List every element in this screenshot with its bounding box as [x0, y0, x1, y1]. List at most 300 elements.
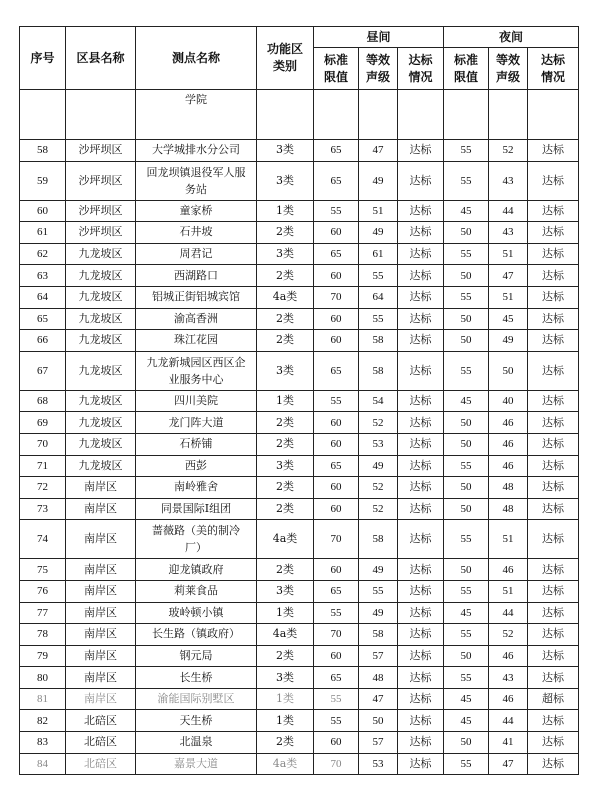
seq-cell: 58 — [20, 140, 66, 162]
func-zone-cell: 3类 — [257, 455, 314, 477]
night-standard-cell: 55 — [444, 161, 489, 200]
day-standard-cell: 55 — [314, 200, 359, 222]
day-status-cell: 达标 — [398, 645, 444, 667]
night-standard-cell: 50 — [444, 412, 489, 434]
night-standard-cell: 55 — [444, 667, 489, 689]
day-status-cell: 达标 — [398, 222, 444, 244]
func-zone-cell: 4a类 — [257, 624, 314, 646]
night-leq-cell: 43 — [489, 222, 528, 244]
seq-cell: 79 — [20, 645, 66, 667]
night-leq-cell: 52 — [489, 140, 528, 162]
func-zone-cell: 2类 — [257, 559, 314, 581]
night-standard-cell: 50 — [444, 477, 489, 499]
seq-cell: 61 — [20, 222, 66, 244]
day-status-cell: 达标 — [398, 200, 444, 222]
site-cell: 玻岭顿小镇 — [136, 602, 257, 624]
night-standard-cell: 55 — [444, 753, 489, 775]
district-cell: 北碚区 — [66, 732, 136, 754]
night-standard-cell: 55 — [444, 286, 489, 308]
night-leq-cell: 41 — [489, 732, 528, 754]
site-cell: 石井坡 — [136, 222, 257, 244]
table-row — [20, 753, 579, 775]
seq-cell: 65 — [20, 308, 66, 330]
night-leq-cell: 49 — [489, 330, 528, 352]
night-standard-cell: 45 — [444, 602, 489, 624]
day-leq-cell: 52 — [359, 498, 398, 520]
night-standard-cell: 45 — [444, 710, 489, 732]
table-row — [20, 559, 579, 581]
district-cell: 九龙坡区 — [66, 412, 136, 434]
header-night-leq: 等效声级 — [489, 48, 528, 90]
day-standard-cell: 60 — [314, 477, 359, 499]
district-cell: 南岸区 — [66, 624, 136, 646]
func-zone-cell: 3类 — [257, 161, 314, 200]
seq-cell: 69 — [20, 412, 66, 434]
district-cell: 沙坪坝区 — [66, 161, 136, 200]
seq-cell: 67 — [20, 351, 66, 390]
seq-cell: 76 — [20, 580, 66, 602]
seq-cell: 60 — [20, 200, 66, 222]
night-leq-cell: 46 — [489, 645, 528, 667]
day-status-cell: 达标 — [398, 308, 444, 330]
func-zone-cell: 2类 — [257, 330, 314, 352]
day-status-cell: 达标 — [398, 667, 444, 689]
day-status-cell: 达标 — [398, 688, 444, 710]
night-status-cell: 达标 — [528, 580, 579, 602]
day-leq-cell: 49 — [359, 602, 398, 624]
day-status-cell: 达标 — [398, 559, 444, 581]
table-row — [20, 351, 579, 390]
night-status-cell: 达标 — [528, 645, 579, 667]
day-status-cell: 达标 — [398, 412, 444, 434]
seq-cell: 72 — [20, 477, 66, 499]
night-status-cell: 达标 — [528, 433, 579, 455]
site-cell: 蔷薇路（美的制冷厂） — [136, 520, 257, 559]
day-status-cell: 达标 — [398, 161, 444, 200]
district-cell: 九龙坡区 — [66, 455, 136, 477]
site-cell: 铝城正街铝城宾馆 — [136, 286, 257, 308]
night-standard-cell: 45 — [444, 200, 489, 222]
continuation-row — [20, 90, 579, 140]
seq-cell: 62 — [20, 243, 66, 265]
night-leq-cell: 46 — [489, 688, 528, 710]
day-standard-cell: 65 — [314, 667, 359, 689]
site-cell: 嘉景大道 — [136, 753, 257, 775]
func-zone-cell: 1类 — [257, 390, 314, 412]
district-cell: 南岸区 — [66, 602, 136, 624]
header-daytime: 昼间 — [314, 27, 444, 48]
night-standard-cell: 55 — [444, 520, 489, 559]
night-status-cell: 达标 — [528, 732, 579, 754]
func-zone-cell: 2类 — [257, 498, 314, 520]
night-status-cell: 达标 — [528, 200, 579, 222]
day-standard-cell: 60 — [314, 308, 359, 330]
table-row — [20, 645, 579, 667]
district-cell: 九龙坡区 — [66, 308, 136, 330]
day-leq-cell: 49 — [359, 161, 398, 200]
night-leq-cell: 43 — [489, 161, 528, 200]
night-status-cell: 达标 — [528, 559, 579, 581]
day-standard-cell: 70 — [314, 286, 359, 308]
district-cell: 南岸区 — [66, 498, 136, 520]
day-leq-cell: 64 — [359, 286, 398, 308]
day-standard-cell: 65 — [314, 140, 359, 162]
site-cell: 周君记 — [136, 243, 257, 265]
day-leq-cell: 50 — [359, 710, 398, 732]
func-zone-cell: 2类 — [257, 477, 314, 499]
day-status-cell: 达标 — [398, 498, 444, 520]
site-cell: 四川美院 — [136, 390, 257, 412]
seq-cell: 59 — [20, 161, 66, 200]
district-cell: 沙坪坝区 — [66, 140, 136, 162]
site-cell: 长生桥 — [136, 667, 257, 689]
table-row — [20, 624, 579, 646]
day-leq-cell: 57 — [359, 732, 398, 754]
night-status-cell: 达标 — [528, 140, 579, 162]
night-standard-cell: 45 — [444, 688, 489, 710]
night-standard-cell: 55 — [444, 243, 489, 265]
night-standard-cell: 50 — [444, 265, 489, 287]
night-standard-cell: 50 — [444, 433, 489, 455]
func-zone-cell: 1类 — [257, 688, 314, 710]
func-zone-cell: 2类 — [257, 308, 314, 330]
day-leq-cell: 58 — [359, 351, 398, 390]
day-standard-cell: 60 — [314, 412, 359, 434]
district-cell: 沙坪坝区 — [66, 222, 136, 244]
site-cell: 渝能国际别墅区 — [136, 688, 257, 710]
night-status-cell: 达标 — [528, 161, 579, 200]
table-row — [20, 243, 579, 265]
night-leq-cell: 46 — [489, 412, 528, 434]
day-status-cell: 达标 — [398, 477, 444, 499]
site-cell: 九龙新城园区西区企业服务中心 — [136, 351, 257, 390]
day-status-cell: 达标 — [398, 520, 444, 559]
district-cell: 九龙坡区 — [66, 433, 136, 455]
table-row — [20, 580, 579, 602]
district-cell: 南岸区 — [66, 520, 136, 559]
night-standard-cell: 45 — [444, 390, 489, 412]
func-zone-cell: 2类 — [257, 732, 314, 754]
seq-cell: 82 — [20, 710, 66, 732]
night-standard-cell: 50 — [444, 732, 489, 754]
day-leq-cell: 52 — [359, 412, 398, 434]
seq-cell: 80 — [20, 667, 66, 689]
day-leq-cell: 48 — [359, 667, 398, 689]
day-standard-cell: 60 — [314, 559, 359, 581]
table-row — [20, 222, 579, 244]
night-leq-cell: 46 — [489, 559, 528, 581]
table-row — [20, 161, 579, 200]
header-seq: 序号 — [20, 27, 66, 90]
site-cell: 莉莱食品 — [136, 580, 257, 602]
table-row — [20, 390, 579, 412]
day-standard-cell: 65 — [314, 161, 359, 200]
night-standard-cell: 55 — [444, 351, 489, 390]
night-status-cell: 达标 — [528, 308, 579, 330]
night-status-cell: 达标 — [528, 351, 579, 390]
day-standard-cell: 65 — [314, 580, 359, 602]
day-leq-cell: 58 — [359, 520, 398, 559]
table-row — [20, 140, 579, 162]
night-standard-cell: 50 — [444, 645, 489, 667]
day-leq-cell: 49 — [359, 559, 398, 581]
district-cell: 南岸区 — [66, 688, 136, 710]
night-status-cell: 达标 — [528, 330, 579, 352]
day-leq-cell: 47 — [359, 140, 398, 162]
seq-cell: 66 — [20, 330, 66, 352]
night-standard-cell: 50 — [444, 498, 489, 520]
day-leq-cell: 52 — [359, 477, 398, 499]
continuation-site-text: 学院 — [136, 90, 257, 140]
table-row — [20, 200, 579, 222]
night-status-cell: 达标 — [528, 477, 579, 499]
night-leq-cell: 44 — [489, 200, 528, 222]
day-standard-cell: 55 — [314, 390, 359, 412]
day-leq-cell: 58 — [359, 624, 398, 646]
func-zone-cell: 2类 — [257, 265, 314, 287]
day-standard-cell: 70 — [314, 753, 359, 775]
day-leq-cell: 49 — [359, 222, 398, 244]
site-cell: 龙门阵大道 — [136, 412, 257, 434]
site-cell: 西湖路口 — [136, 265, 257, 287]
district-cell: 南岸区 — [66, 580, 136, 602]
day-leq-cell: 53 — [359, 753, 398, 775]
day-leq-cell: 54 — [359, 390, 398, 412]
night-status-cell: 达标 — [528, 286, 579, 308]
night-leq-cell: 45 — [489, 308, 528, 330]
day-standard-cell: 60 — [314, 222, 359, 244]
header-day-standard: 标准限值 — [314, 48, 359, 90]
func-zone-cell: 3类 — [257, 667, 314, 689]
day-leq-cell: 51 — [359, 200, 398, 222]
day-status-cell: 达标 — [398, 243, 444, 265]
header-function-zone: 功能区类别 — [257, 27, 314, 90]
site-cell: 长生路（镇政府） — [136, 624, 257, 646]
day-status-cell: 达标 — [398, 602, 444, 624]
district-cell: 北碚区 — [66, 710, 136, 732]
night-status-cell: 达标 — [528, 243, 579, 265]
night-standard-cell: 55 — [444, 624, 489, 646]
table-row — [20, 265, 579, 287]
header-day-leq: 等效声级 — [359, 48, 398, 90]
night-status-cell: 达标 — [528, 390, 579, 412]
night-status-cell: 达标 — [528, 602, 579, 624]
day-status-cell: 达标 — [398, 455, 444, 477]
day-status-cell: 达标 — [398, 710, 444, 732]
day-standard-cell: 70 — [314, 624, 359, 646]
district-cell: 南岸区 — [66, 645, 136, 667]
day-status-cell: 达标 — [398, 753, 444, 775]
table-row — [20, 433, 579, 455]
table-row — [20, 477, 579, 499]
seq-cell: 83 — [20, 732, 66, 754]
day-status-cell: 达标 — [398, 286, 444, 308]
day-leq-cell: 61 — [359, 243, 398, 265]
seq-cell: 84 — [20, 753, 66, 775]
district-cell: 沙坪坝区 — [66, 200, 136, 222]
site-cell: 北温泉 — [136, 732, 257, 754]
district-cell: 九龙坡区 — [66, 265, 136, 287]
day-standard-cell: 65 — [314, 243, 359, 265]
func-zone-cell: 4a类 — [257, 753, 314, 775]
district-cell: 九龙坡区 — [66, 351, 136, 390]
func-zone-cell: 3类 — [257, 140, 314, 162]
seq-cell: 78 — [20, 624, 66, 646]
noise-monitoring-table — [19, 26, 579, 775]
night-leq-cell: 50 — [489, 351, 528, 390]
seq-cell: 71 — [20, 455, 66, 477]
day-status-cell: 达标 — [398, 580, 444, 602]
site-cell: 南岭雅舍 — [136, 477, 257, 499]
night-status-cell: 达标 — [528, 412, 579, 434]
district-cell: 南岸区 — [66, 559, 136, 581]
func-zone-cell: 4a类 — [257, 520, 314, 559]
district-cell: 九龙坡区 — [66, 286, 136, 308]
day-standard-cell: 60 — [314, 732, 359, 754]
night-leq-cell: 43 — [489, 667, 528, 689]
table-row — [20, 667, 579, 689]
night-leq-cell: 47 — [489, 265, 528, 287]
day-leq-cell: 55 — [359, 580, 398, 602]
night-status-cell: 达标 — [528, 222, 579, 244]
night-leq-cell: 48 — [489, 498, 528, 520]
night-leq-cell: 40 — [489, 390, 528, 412]
seq-cell: 77 — [20, 602, 66, 624]
header-night-standard: 标准限值 — [444, 48, 489, 90]
district-cell: 九龙坡区 — [66, 243, 136, 265]
seq-cell: 75 — [20, 559, 66, 581]
func-zone-cell: 2类 — [257, 222, 314, 244]
night-standard-cell: 55 — [444, 580, 489, 602]
site-cell: 西彭 — [136, 455, 257, 477]
seq-cell: 63 — [20, 265, 66, 287]
site-cell: 迎龙镇政府 — [136, 559, 257, 581]
header-district: 区县名称 — [66, 27, 136, 90]
day-standard-cell: 65 — [314, 351, 359, 390]
night-standard-cell: 50 — [444, 222, 489, 244]
day-status-cell: 达标 — [398, 433, 444, 455]
func-zone-cell: 1类 — [257, 710, 314, 732]
func-zone-cell: 2类 — [257, 645, 314, 667]
func-zone-cell: 3类 — [257, 243, 314, 265]
night-leq-cell: 47 — [489, 753, 528, 775]
district-cell: 南岸区 — [66, 477, 136, 499]
day-standard-cell: 60 — [314, 433, 359, 455]
site-cell: 珠江花园 — [136, 330, 257, 352]
district-cell: 南岸区 — [66, 667, 136, 689]
table-row — [20, 498, 579, 520]
day-status-cell: 达标 — [398, 265, 444, 287]
table-row — [20, 286, 579, 308]
site-cell: 钢元局 — [136, 645, 257, 667]
day-leq-cell: 57 — [359, 645, 398, 667]
night-standard-cell: 50 — [444, 308, 489, 330]
day-leq-cell: 55 — [359, 308, 398, 330]
func-zone-cell: 3类 — [257, 580, 314, 602]
day-standard-cell: 60 — [314, 330, 359, 352]
seq-cell: 81 — [20, 688, 66, 710]
day-leq-cell: 47 — [359, 688, 398, 710]
night-status-cell: 达标 — [528, 265, 579, 287]
night-status-cell: 超标 — [528, 688, 579, 710]
night-status-cell: 达标 — [528, 624, 579, 646]
day-status-cell: 达标 — [398, 351, 444, 390]
day-status-cell: 达标 — [398, 330, 444, 352]
night-leq-cell: 51 — [489, 243, 528, 265]
table-row — [20, 412, 579, 434]
day-standard-cell: 60 — [314, 645, 359, 667]
seq-cell: 74 — [20, 520, 66, 559]
district-cell: 九龙坡区 — [66, 390, 136, 412]
table-row — [20, 710, 579, 732]
seq-cell: 70 — [20, 433, 66, 455]
header-night-status: 达标情况 — [528, 48, 579, 90]
site-cell: 同景国际I组团 — [136, 498, 257, 520]
day-leq-cell: 53 — [359, 433, 398, 455]
func-zone-cell: 3类 — [257, 351, 314, 390]
seq-cell: 73 — [20, 498, 66, 520]
func-zone-cell: 2类 — [257, 433, 314, 455]
day-standard-cell: 55 — [314, 688, 359, 710]
site-cell: 天生桥 — [136, 710, 257, 732]
site-cell: 童家桥 — [136, 200, 257, 222]
day-status-cell: 达标 — [398, 732, 444, 754]
night-leq-cell: 51 — [489, 580, 528, 602]
night-leq-cell: 52 — [489, 624, 528, 646]
table-row — [20, 520, 579, 559]
seq-cell: 64 — [20, 286, 66, 308]
night-status-cell: 达标 — [528, 667, 579, 689]
day-standard-cell: 70 — [314, 520, 359, 559]
night-standard-cell: 55 — [444, 455, 489, 477]
night-status-cell: 达标 — [528, 455, 579, 477]
site-cell: 大学城排水分公司 — [136, 140, 257, 162]
day-standard-cell: 65 — [314, 455, 359, 477]
night-status-cell: 达标 — [528, 710, 579, 732]
night-leq-cell: 48 — [489, 477, 528, 499]
day-status-cell: 达标 — [398, 624, 444, 646]
night-leq-cell: 44 — [489, 710, 528, 732]
day-standard-cell: 55 — [314, 602, 359, 624]
site-cell: 渝高香洲 — [136, 308, 257, 330]
header-site: 测点名称 — [136, 27, 257, 90]
table-row — [20, 330, 579, 352]
night-leq-cell: 46 — [489, 433, 528, 455]
day-standard-cell: 55 — [314, 710, 359, 732]
table-row — [20, 732, 579, 754]
day-standard-cell: 60 — [314, 498, 359, 520]
day-status-cell: 达标 — [398, 390, 444, 412]
func-zone-cell: 4a类 — [257, 286, 314, 308]
func-zone-cell: 1类 — [257, 200, 314, 222]
day-standard-cell: 60 — [314, 265, 359, 287]
table-row — [20, 455, 579, 477]
table-row — [20, 688, 579, 710]
site-cell: 回龙坝镇退役军人服务站 — [136, 161, 257, 200]
district-cell: 北碚区 — [66, 753, 136, 775]
night-status-cell: 达标 — [528, 753, 579, 775]
header-nighttime: 夜间 — [444, 27, 579, 48]
night-status-cell: 达标 — [528, 498, 579, 520]
day-leq-cell: 49 — [359, 455, 398, 477]
district-cell: 九龙坡区 — [66, 330, 136, 352]
table-row — [20, 602, 579, 624]
header-day-status: 达标情况 — [398, 48, 444, 90]
day-status-cell: 达标 — [398, 140, 444, 162]
site-cell: 石桥铺 — [136, 433, 257, 455]
night-status-cell: 达标 — [528, 520, 579, 559]
table-row — [20, 308, 579, 330]
